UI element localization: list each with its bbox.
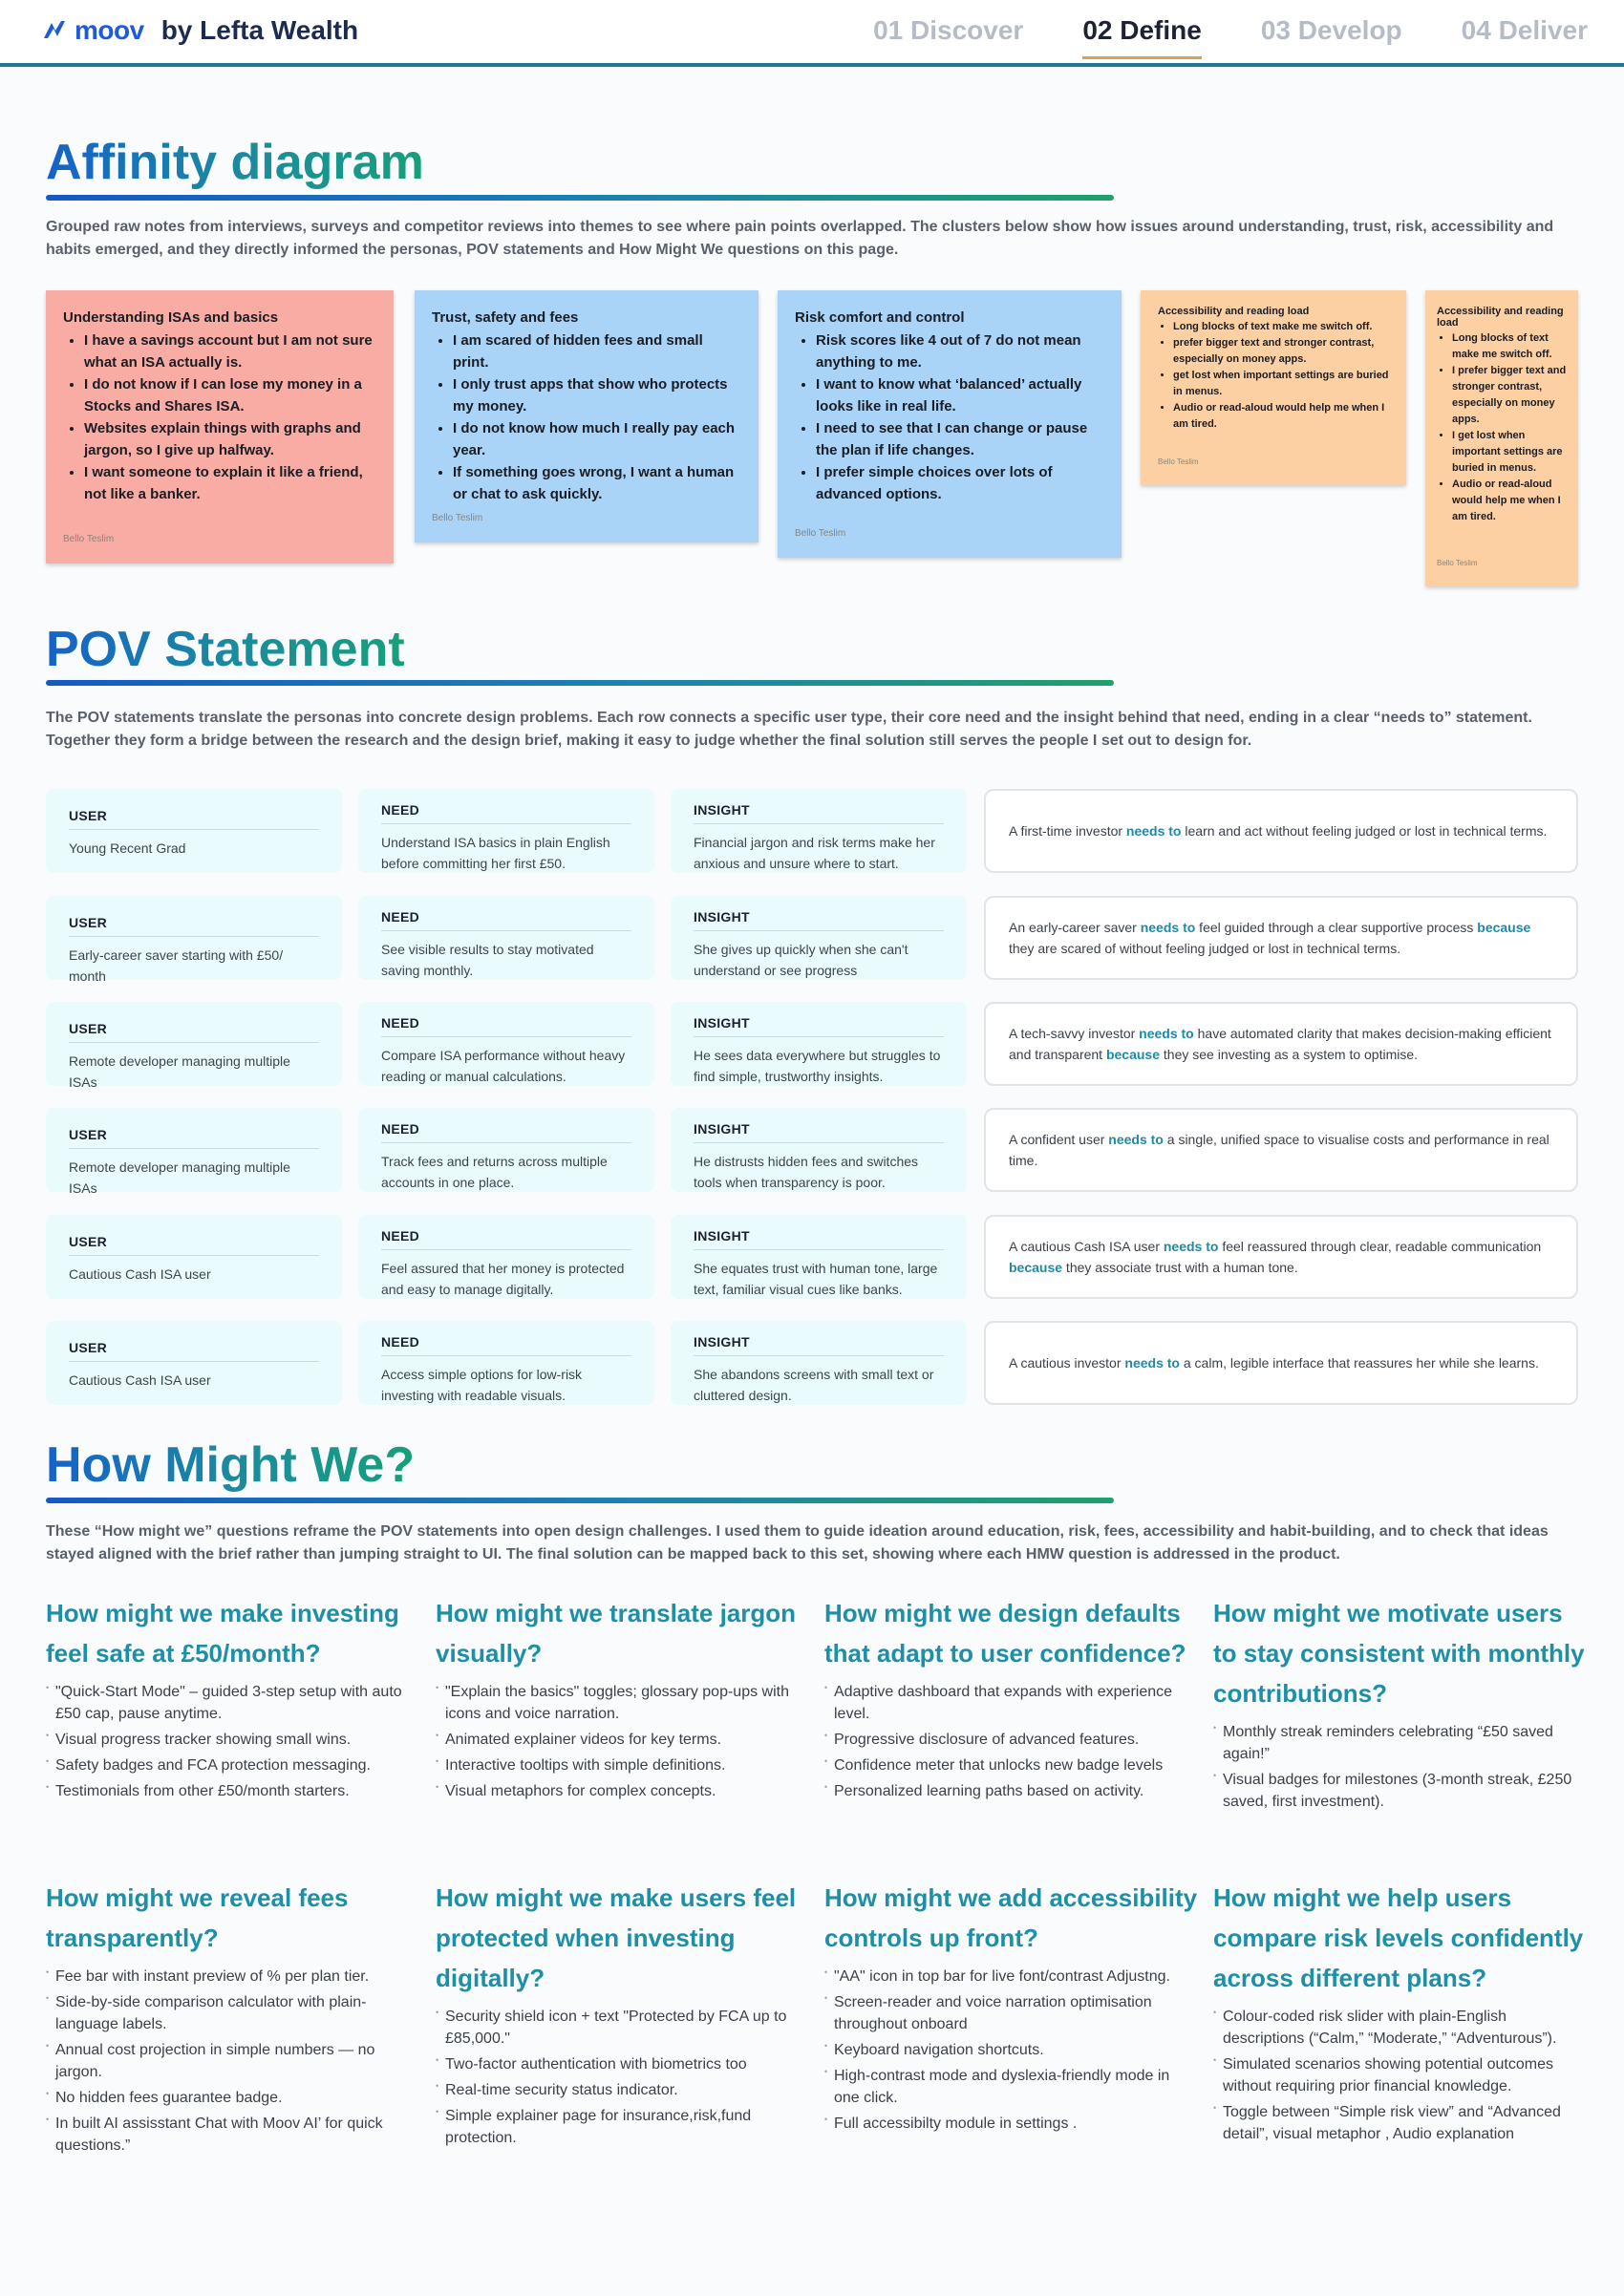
affinity-rule [46, 195, 1114, 201]
note-title: Risk comfort and control [795, 309, 965, 326]
note-item: • prefer bigger text and stronger contrast, especially on money apps. [1173, 335, 1389, 368]
note-item: • Audio or read-aloud would help me when I am tired. [1452, 477, 1567, 525]
hmw-card [46, 1593, 420, 1806]
hmw-ideas-list [436, 2006, 810, 2149]
statement-part: A tech-savvy investor [1009, 1026, 1140, 1041]
hmw-question: How might we translate jargon visually? [436, 1599, 797, 1668]
pov-insight-text: She abandons screens with small text or cluttered design. [694, 1367, 934, 1403]
hmw-card [46, 1878, 420, 2160]
hmw-idea: • Personalized learning paths based on activity. [824, 1780, 1199, 1802]
note-title: Understanding ISAs and basics [63, 309, 279, 326]
hmw-ideas-list [1213, 2006, 1588, 2145]
note-item: • Audio or read-aloud would help me when I am tired. [1173, 400, 1389, 433]
pov-user-text: Remote developer managing multiple ISAs [69, 1159, 290, 1196]
hmw-card [1213, 1593, 1588, 1817]
pov-insight-label: INSIGHT [694, 802, 944, 824]
pov-need-cell [358, 896, 654, 980]
note-item: • I only trust apps that show who protects my money. [453, 373, 741, 417]
because-keyword: because [1009, 1260, 1063, 1275]
hmw-ideas-list [46, 1966, 420, 2157]
hmw-idea: • Fee bar with instant preview of % per plan tier. [46, 1966, 420, 1988]
pov-insight-label: INSIGHT [694, 1121, 944, 1143]
pov-need-text: See visible results to stay motivated saving monthly. [381, 942, 594, 978]
hmw-idea: • Simple explainer page for insurance,risk,fund protection. [436, 2105, 810, 2149]
hmw-idea: • Visual badges for milestones (3-month streak, £250 saved, first investment). [1213, 1769, 1588, 1813]
hmw-ideas-list [1213, 1721, 1588, 1813]
pov-user-cell [46, 896, 342, 984]
pov-statement [984, 789, 1578, 873]
pov-insight-label: INSIGHT [694, 1015, 944, 1037]
pov-insight-text: Financial jargon and risk terms make her anxious and unsure where to start. [694, 835, 935, 871]
pov-need-label: NEED [381, 909, 631, 931]
hmw-card [824, 1878, 1199, 2138]
pov-need-cell [358, 1321, 654, 1405]
needs-to-keyword: needs to [1163, 1239, 1219, 1254]
hmw-rule [46, 1498, 1114, 1503]
needs-to-keyword: needs to [1139, 1026, 1194, 1041]
affinity-note-accessibility-2 [1425, 290, 1578, 586]
pov-insight-cell [671, 1321, 967, 1405]
hmw-question: How might we motivate users to stay consistent with monthly contributions? [1213, 1599, 1585, 1708]
pov-insight-label: INSIGHT [694, 1334, 944, 1356]
statement-part: feel reassured through clear, readable communication [1218, 1239, 1542, 1254]
hmw-idea: • Keyboard navigation shortcuts. [824, 2039, 1199, 2061]
hmw-idea: • Screen-reader and voice narration optimisation throughout onboard [824, 1991, 1199, 2035]
pov-insight-label: INSIGHT [694, 1228, 944, 1250]
hmw-idea: • Annual cost projection in simple numbers — no jargon. [46, 2039, 420, 2083]
statement-part: learn and act without feeling judged or lost in technical terms. [1181, 823, 1548, 839]
hmw-idea: • Adaptive dashboard that expands with experience level. [824, 1681, 1199, 1725]
statement-part: A confident user [1009, 1132, 1109, 1147]
statement-part: a single, unified space to visualise costs and performance in real time. [1009, 1132, 1549, 1168]
pov-user-cell [46, 1108, 342, 1196]
pov-rule [46, 680, 1114, 686]
pov-need-cell [358, 1215, 654, 1299]
pov-user-text: Cautious Cash ISA user [69, 1266, 211, 1282]
hmw-ideas-list [824, 1681, 1199, 1802]
note-item: • I prefer bigger text and stronger contrast, especially on money apps. [1452, 363, 1567, 428]
pov-user-label: USER [69, 915, 319, 937]
pov-need-text: Access simple options for low-risk investing with readable visuals. [381, 1367, 583, 1403]
affinity-note-risk [778, 290, 1122, 558]
affinity-title: Affinity diagram [46, 135, 424, 190]
note-author: Bello Teslim [1437, 559, 1478, 567]
hmw-intro: These “How might we” questions reframe the POV statements into open design challenges. I used them to guide ideation around education, risk, fees, accessibility and habit-building, and to check that ideas stayed aligned with the brief rather than jumping straight to UI. The final solution can be mapped back to this set, showing where each HMW question is addressed in the product. [46, 1523, 1549, 1563]
hmw-idea: • Visual progress tracker showing small wins. [46, 1729, 420, 1751]
pov-statement-text [1009, 1352, 1539, 1373]
needs-to-keyword: needs to [1140, 920, 1196, 935]
hmw-idea: • Animated explainer videos for key terms. [436, 1729, 810, 1751]
note-item: • I am scared of hidden fees and small print. [453, 330, 741, 373]
because-keyword: because [1477, 920, 1531, 935]
note-item: • Long blocks of text make me switch off. [1452, 330, 1567, 363]
needs-to-keyword: needs to [1108, 1132, 1164, 1147]
pov-user-text: Remote developer managing multiple ISAs [69, 1053, 290, 1090]
hmw-idea: • Progressive disclosure of advanced features. [824, 1729, 1199, 1751]
brand[interactable] [42, 15, 358, 46]
hmw-question: How might we reveal fees transparently? [46, 1883, 349, 1952]
affinity-note-accessibility [1141, 290, 1406, 485]
pov-need-text: Feel assured that her money is protected and easy to manage digitally. [381, 1261, 625, 1297]
note-author: Bello Teslim [795, 528, 846, 539]
hmw-idea: • Testimonials from other £50/month starters. [46, 1780, 420, 1802]
statement-part: they see investing as a system to optimise. [1160, 1047, 1419, 1062]
hmw-idea: • Two-factor authentication with biometrics too [436, 2053, 810, 2075]
pov-need-text: Compare ISA performance without heavy reading or manual calculations. [381, 1048, 626, 1084]
pov-user-label: USER [69, 1021, 319, 1043]
hmw-title: How Might We? [46, 1437, 416, 1493]
hmw-idea: • Side-by-side comparison calculator with plain-language labels. [46, 1991, 420, 2035]
pov-user-cell [46, 789, 342, 873]
pov-statement [984, 1215, 1578, 1299]
nav-develop[interactable]: 03 Develop [1260, 15, 1402, 45]
nav-define[interactable]: 02 Define [1082, 15, 1202, 53]
main-nav [873, 15, 1588, 53]
hmw-idea: • Real-time security status indicator. [436, 2079, 810, 2101]
brand-suffix: by Lefta Wealth [160, 15, 359, 45]
note-author: Bello Teslim [1158, 457, 1199, 466]
needs-to-keyword: needs to [1124, 1355, 1180, 1371]
pov-insight-cell [671, 896, 967, 980]
note-item: • I need to see that I can change or pause the plan if life changes. [816, 417, 1104, 461]
moov-logo-icon [42, 19, 67, 42]
note-item: • get lost when important settings are buried in menus. [1173, 368, 1389, 400]
hmw-card [436, 1593, 810, 1806]
pov-user-text: Cautious Cash ISA user [69, 1372, 211, 1388]
pov-need-text: Understand ISA basics in plain English before committing her first £50. [381, 835, 610, 871]
note-item: • If something goes wrong, I want a human or chat to ask quickly. [453, 461, 741, 505]
hmw-card [824, 1593, 1199, 1806]
pov-need-cell [358, 789, 654, 873]
note-title: Accessibility and reading load [1437, 306, 1564, 329]
pov-user-text: Early-career saver starting with £50/ month [69, 947, 284, 984]
top-bar [0, 0, 1624, 67]
affinity-note-understanding [46, 290, 394, 563]
pov-insight-text: He sees data everywhere but struggles to find simple, trustworthy insights. [694, 1048, 941, 1084]
statement-part: A cautious Cash ISA user [1009, 1239, 1164, 1254]
pov-statement-text [1009, 1236, 1553, 1278]
pov-statement [984, 1321, 1578, 1405]
note-item: • Websites explain things with graphs and jargon, so I give up halfway. [84, 417, 376, 461]
pov-statement [984, 1108, 1578, 1192]
pov-user-text: Young Recent Grad [69, 840, 186, 856]
pov-statement-text [1009, 820, 1547, 841]
pov-need-text: Track fees and returns across multiple accounts in one place. [381, 1154, 608, 1190]
pov-insight-cell [671, 1215, 967, 1299]
pov-insight-text: She equates trust with human tone, large text, familiar visual cues like banks. [694, 1261, 938, 1297]
pov-insight-text: She gives up quickly when she can't understand or see progress [694, 942, 908, 978]
pov-user-cell [46, 1002, 342, 1090]
statement-part: they associate trust with a human tone. [1062, 1260, 1298, 1275]
pov-need-label: NEED [381, 1121, 631, 1143]
nav-deliver[interactable]: 04 Deliver [1461, 15, 1588, 45]
pov-intro: The POV statements translate the personas into concrete design problems. Each row connects a specific user type, their core need and the insight behind that need, ending in a clear “needs to” statement. Together they form a bridge between the research and the design brief, making it easy to judge whether the final solution still serves the people I set out to design for. [46, 710, 1532, 749]
pov-need-label: NEED [381, 1334, 631, 1356]
hmw-idea: • "Quick-Start Mode" – guided 3-step setup with auto £50 cap, pause anytime. [46, 1681, 420, 1725]
note-author: Bello Teslim [432, 513, 483, 523]
pov-insight-cell [671, 1002, 967, 1086]
hmw-ideas-list [436, 1681, 810, 1802]
pov-statement [984, 1002, 1578, 1086]
pov-insight-label: INSIGHT [694, 909, 944, 931]
pov-statement [984, 896, 1578, 980]
hmw-idea: • High-contrast mode and dyslexia-friendly mode in one click. [824, 2065, 1199, 2109]
hmw-card [1213, 1878, 1588, 2149]
hmw-idea: • "AA" icon in top bar for live font/contrast Adjustng. [824, 1966, 1199, 1988]
pov-user-cell [46, 1215, 342, 1299]
hmw-idea: • Monthly streak reminders celebrating “£50 saved again!” [1213, 1721, 1588, 1765]
pov-need-label: NEED [381, 1015, 631, 1037]
pov-need-label: NEED [381, 802, 631, 824]
hmw-idea: • Simulated scenarios showing potential outcomes without requiring prior financial knowledge. [1213, 2053, 1588, 2097]
pov-need-cell [358, 1002, 654, 1086]
statement-part: they are scared of without feeling judged or lost in technical terms. [1009, 941, 1401, 956]
pov-user-label: USER [69, 1127, 319, 1149]
pov-insight-cell [671, 1108, 967, 1192]
nav-discover[interactable]: 01 Discover [873, 15, 1024, 45]
affinity-note-trust [415, 290, 759, 542]
pov-user-label: USER [69, 1234, 319, 1256]
hmw-idea: • In built AI assisstant Chat with Moov AI’ for quick questions.” [46, 2113, 420, 2157]
hmw-idea: • Toggle between “Simple risk view” and “Advanced detail”, visual metaphor , Audio explanation [1213, 2101, 1588, 2145]
note-item: • Risk scores like 4 out of 7 do not mean anything to me. [816, 330, 1104, 373]
statement-part: An early-career saver [1009, 920, 1141, 935]
note-item: • I want to know what ‘balanced’ actually looks like in real life. [816, 373, 1104, 417]
pov-statement-text [1009, 917, 1553, 959]
brand-name: moov [75, 15, 144, 45]
hmw-question: How might we make users feel protected when investing digitally? [436, 1883, 797, 1992]
note-author: Bello Teslim [63, 534, 115, 544]
hmw-ideas-list [824, 1966, 1199, 2135]
hmw-idea: • Colour-coded risk slider with plain-English descriptions (“Calm,” “Moderate,” “Adventurous”). [1213, 2006, 1588, 2050]
hmw-idea: • Interactive tooltips with simple definitions. [436, 1754, 810, 1776]
statement-part: a calm, legible interface that reassures her while she learns. [1179, 1355, 1539, 1371]
hmw-question: How might we add accessibility controls up front? [824, 1883, 1198, 1952]
statement-part: A cautious investor [1009, 1355, 1125, 1371]
pov-insight-text: He distrusts hidden fees and switches tools when transparency is poor. [694, 1154, 919, 1190]
hmw-idea: • "Explain the basics" toggles; glossary pop-ups with icons and voice narration. [436, 1681, 810, 1725]
note-item: • I have a savings account but I am not sure what an ISA actually is. [84, 330, 376, 373]
note-item: • I do not know how much I really pay each year. [453, 417, 741, 461]
statement-part: have automated clarity that makes decision-making efficient and transparent [1009, 1026, 1551, 1062]
pov-user-cell [46, 1321, 342, 1405]
statement-part: A first-time investor [1009, 823, 1126, 839]
pov-user-label: USER [69, 808, 319, 830]
needs-to-keyword: needs to [1125, 823, 1182, 839]
note-item: • I do not know if I can lose my money in a Stocks and Shares ISA. [84, 373, 376, 417]
hmw-card [436, 1878, 810, 2153]
affinity-intro: Grouped raw notes from interviews, surveys and competitor reviews into themes to see where pain points overlapped. The clusters below show how issues around understanding, trust, risk, accessibility and habits emerged, and they directly informed the personas, POV statements and How Might We questions on this page. [46, 219, 1554, 258]
hmw-ideas-list [46, 1681, 420, 1802]
hmw-idea: • Visual metaphors for complex concepts. [436, 1780, 810, 1802]
pov-statement-text [1009, 1129, 1553, 1171]
hmw-idea: • No hidden fees guarantee badge. [46, 2087, 420, 2109]
because-keyword: because [1105, 1047, 1161, 1062]
note-title: Accessibility and reading load [1158, 306, 1310, 317]
hmw-idea: • Safety badges and FCA protection messaging. [46, 1754, 420, 1776]
hmw-question: How might we help users compare risk levels confidently across different plans? [1213, 1883, 1584, 1992]
hmw-question: How might we make investing feel safe at £50/month? [46, 1599, 399, 1668]
pov-need-cell [358, 1108, 654, 1192]
note-item: • I get lost when important settings are buried in menus. [1452, 428, 1567, 477]
pov-need-label: NEED [381, 1228, 631, 1250]
pov-title: POV Statement [46, 622, 405, 677]
pov-insight-cell [671, 789, 967, 873]
hmw-question: How might we design defaults that adapt to user confidence? [824, 1599, 1186, 1668]
hmw-idea: • Confidence meter that unlocks new badge levels [824, 1754, 1199, 1776]
hmw-idea: • Security shield icon + text "Protected by FCA up to £85,000." [436, 2006, 810, 2050]
note-item: • I prefer simple choices over lots of advanced options. [816, 461, 1104, 505]
pov-user-label: USER [69, 1340, 319, 1362]
note-item: • Long blocks of text make me switch off. [1173, 319, 1389, 335]
pov-statement-text [1009, 1023, 1553, 1065]
hmw-idea: • Full accessibilty module in settings . [824, 2113, 1199, 2135]
statement-part: feel guided through a clear supportive process [1195, 920, 1478, 935]
note-item: • I want someone to explain it like a friend, not like a banker. [84, 461, 376, 505]
note-title: Trust, safety and fees [432, 309, 579, 326]
